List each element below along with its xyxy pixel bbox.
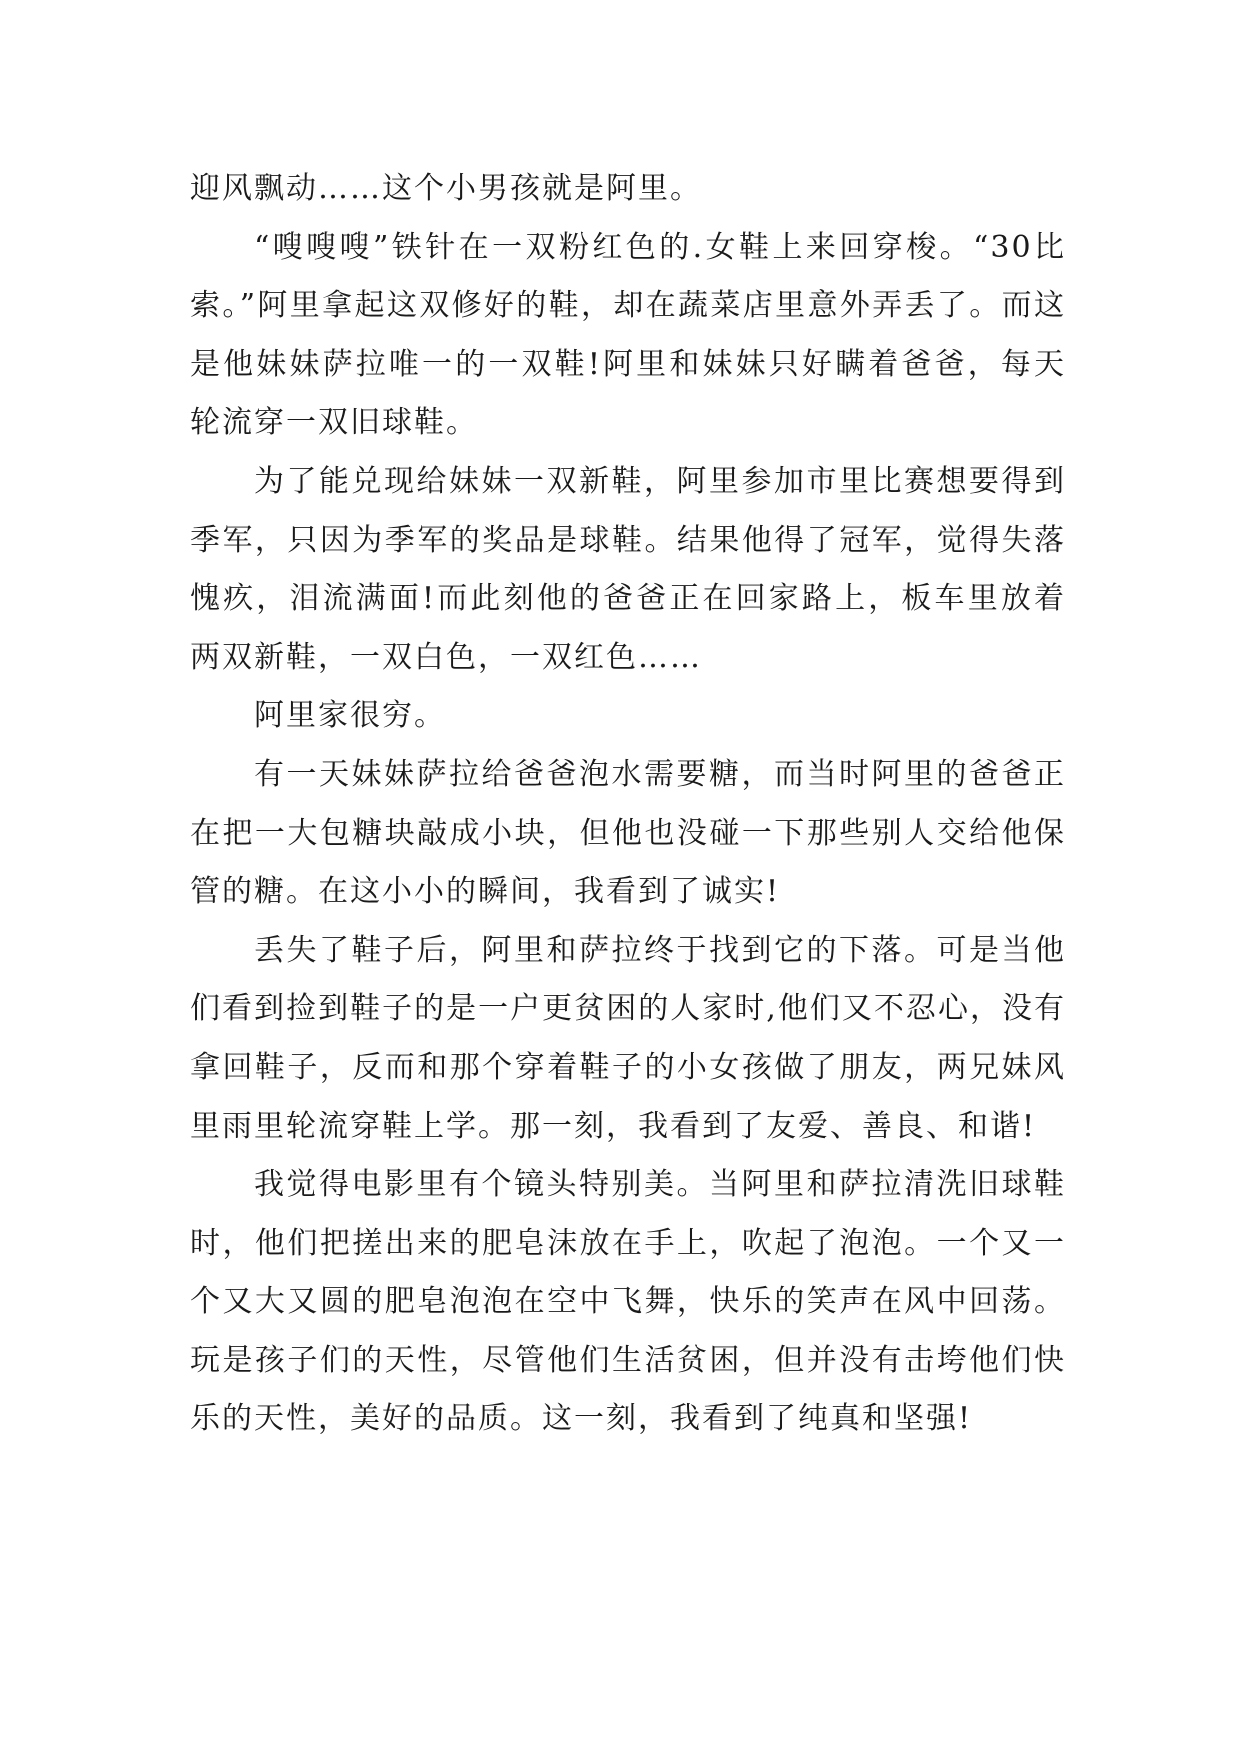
paragraph-7: 我觉得电影里有个镜头特别美。当阿里和萨拉清洗旧球鞋时，他们把搓出来的肥皂沫放在手上，吹起了泡泡。一个又一个又大又圆的肥皂泡泡在空中飞舞，快乐的笑声在风中回荡。玩是孩子们的天性，尽管他们生活贫困，但并没有击垮他们快乐的天性，美好的品质。这一刻，我看到了纯真和坚强! [190,1167,1066,1437]
paragraph-4: 阿里家很穷。 [254,698,446,734]
paragraph-2: “嗖嗖嗖”铁针在一双粉红色的.女鞋上来回穿梭。“30比索。”阿里拿起这双修好的鞋，却在蔬菜店里意外弄丢了。而这是他妹妹萨拉唯一的一双鞋!阿里和妹妹只好瞒着爸爸，每天轮流穿一双旧球鞋。 [190,229,1066,441]
paragraph-3: 为了能兑现给妹妹一双新鞋，阿里参加市里比赛想要得到季军，只因为季军的奖品是球鞋。结果他得了冠军，觉得失落愧疚，泪流满面!而此刻他的爸爸正在回家路上，板车里放着两双新鞋，一双白色，一双红色…… [190,463,1066,675]
paragraph-5: 有一天妹妹萨拉给爸爸泡水需要糖，而当时阿里的爸爸正在把一大包糖块敲成小块，但他也没碰一下那些别人交给他保管的糖。在这小小的瞬间，我看到了诚实! [190,756,1066,910]
document-body [190,160,1066,1449]
paragraph-6: 丢失了鞋子后，阿里和萨拉终于找到它的下落。可是当他们看到捡到鞋子的是一户更贫困的人家时,他们又不忍心，没有拿回鞋子，反而和那个穿着鞋子的小女孩做了朋友，两兄妹风里雨里轮流穿鞋上学。那一刻，我看到了友爱、善良、和谐! [190,932,1066,1144]
paragraph-1: 迎风飘动……这个小男孩就是阿里。 [190,171,702,206]
